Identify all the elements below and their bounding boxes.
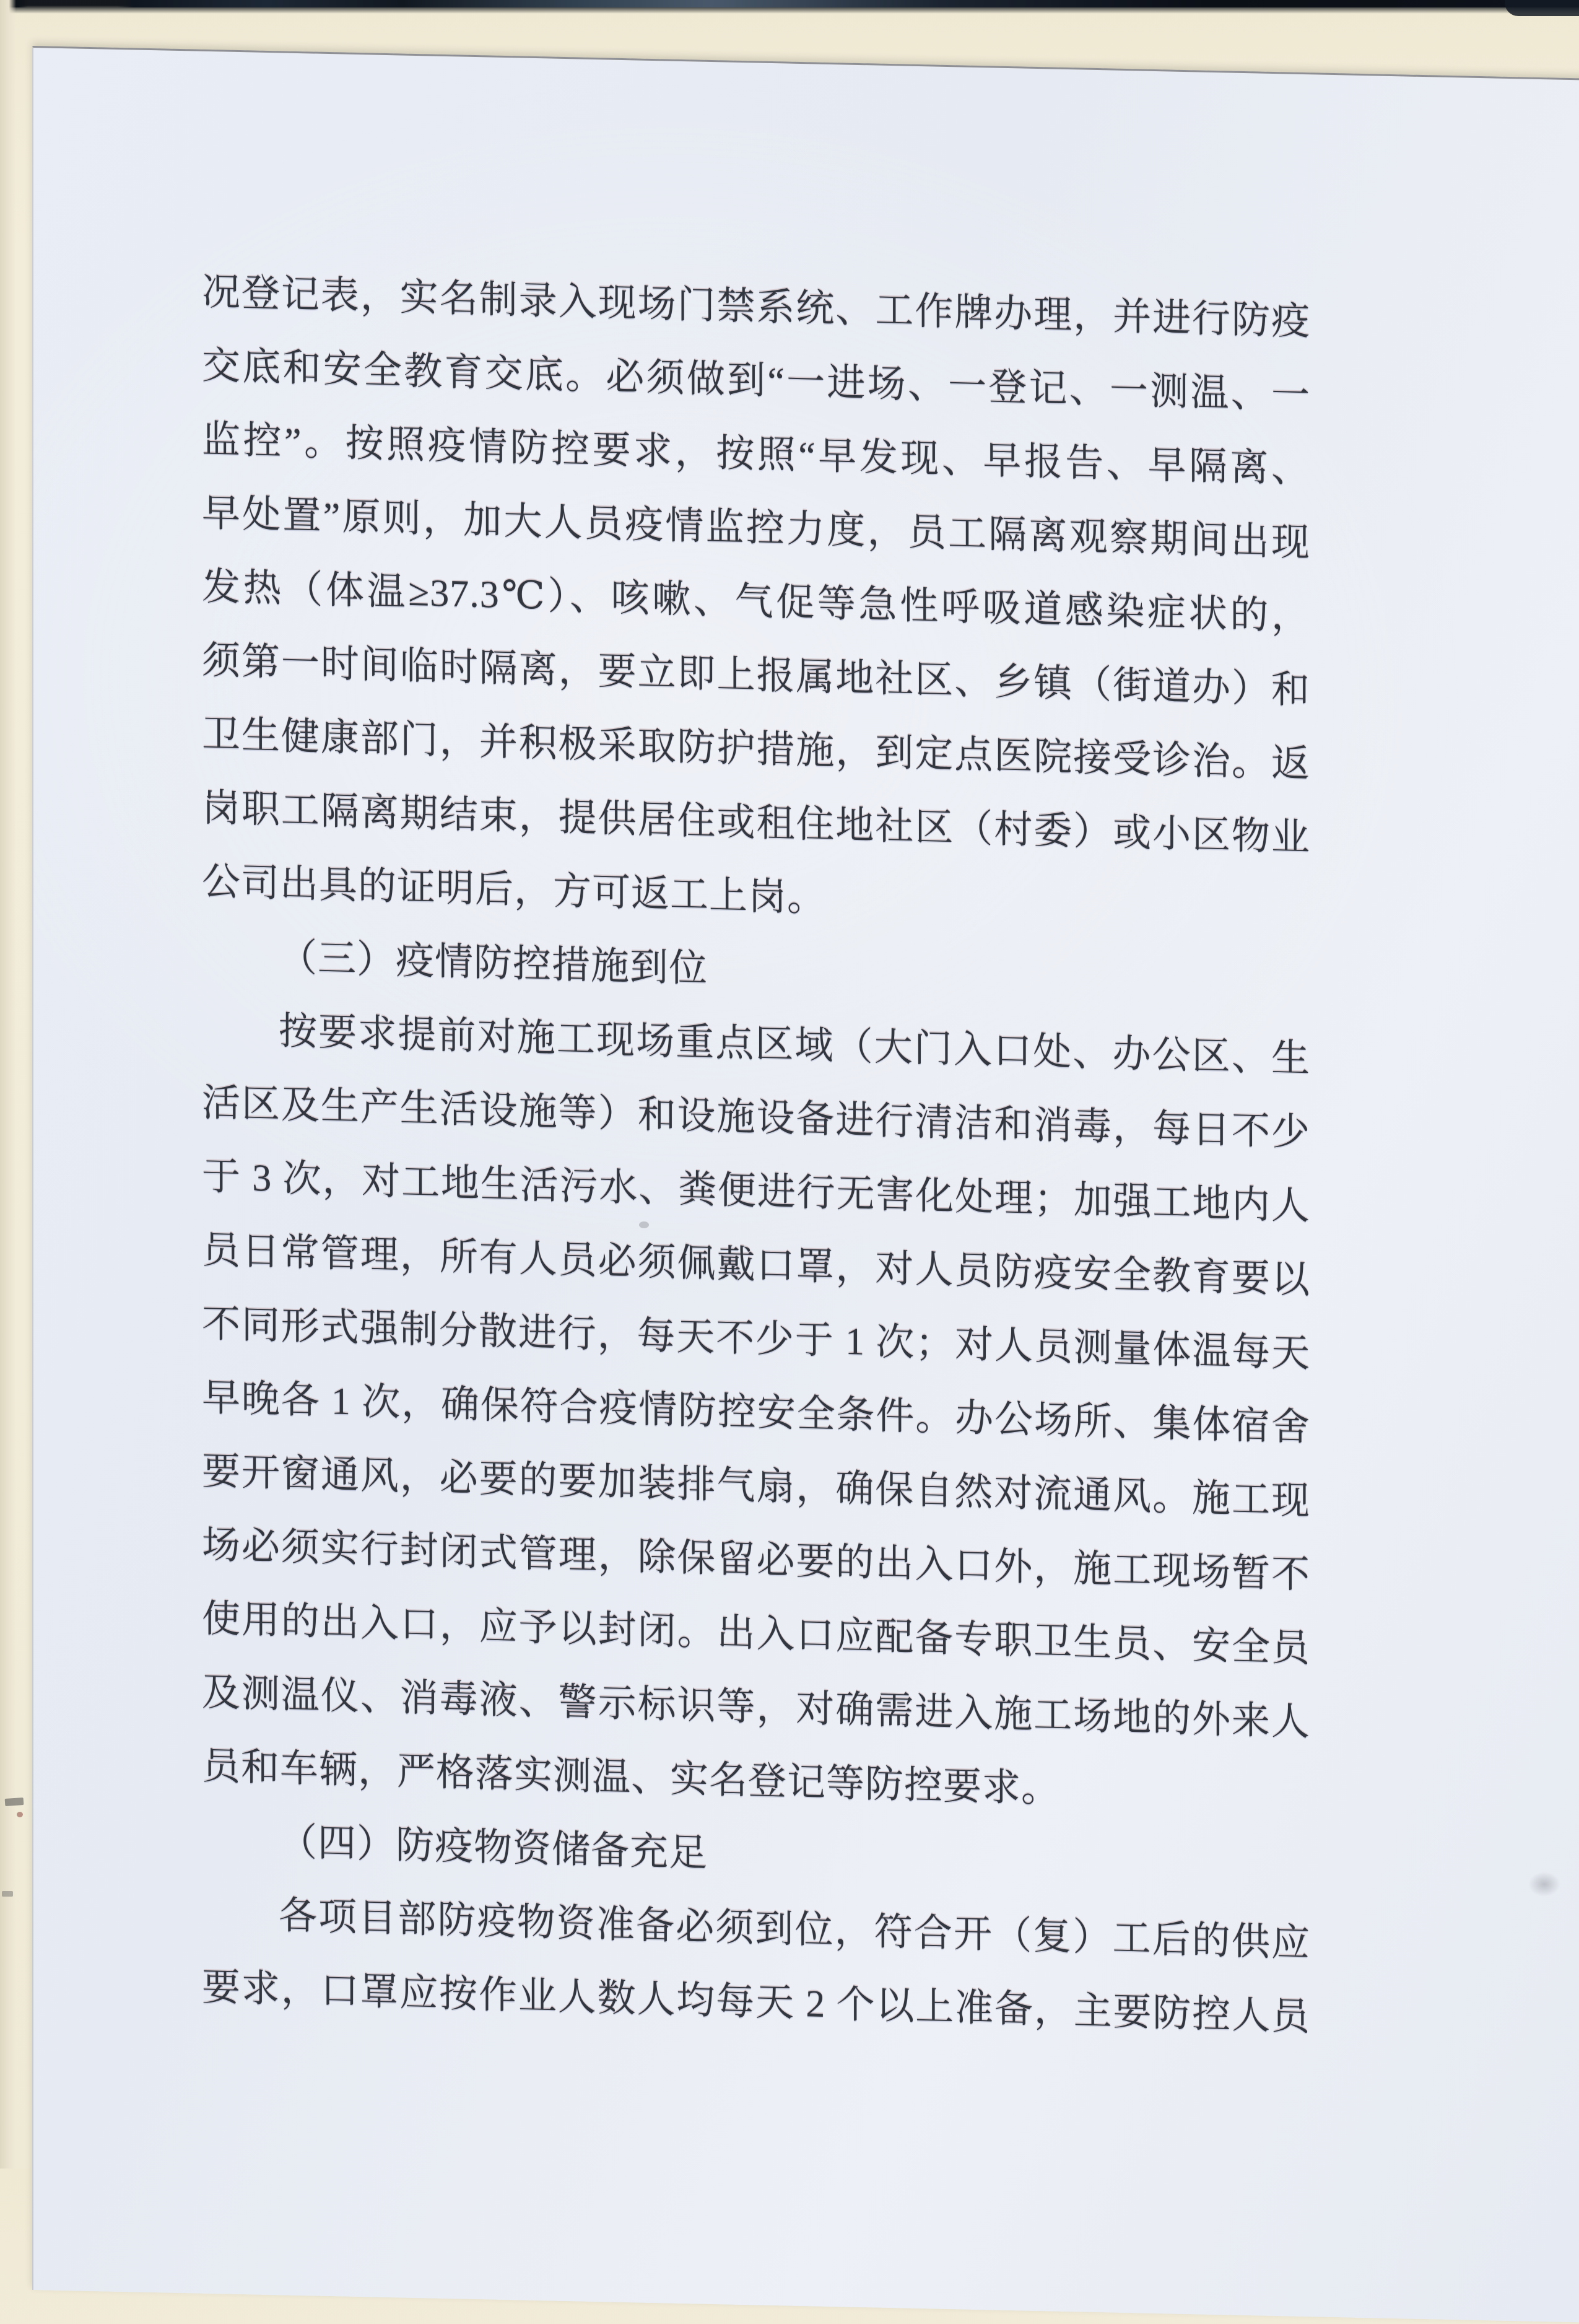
text-line: 早处置”原则，加大人员疫情监控力度，员工隔离观察期间出现 (202, 492, 1310, 565)
text-line: 早晚各 1 次，确保符合疫情防控安全条件。办公场所、集体宿舍 (202, 1376, 1310, 1449)
section-heading: （三）疫情防控措施到位 (279, 937, 708, 990)
text-line: 各项目部防疫物资准备必须到位，符合开（复）工后的供应 (279, 1895, 1310, 1965)
backing-sheet-left-shade (0, 0, 16, 2169)
text-line: 按要求提前对施工现场重点区域（大门入口处、办公区、生 (279, 1010, 1310, 1081)
text-line: 活区及生产生活设施等）和设施设备进行清洁和消毒，每日不少 (202, 1081, 1310, 1155)
scanner-edge-strip (0, 0, 1579, 14)
scanner-edge-strip-ink (0, 0, 1579, 7)
text-line: 要开窗通风，必要的要加装排气扇，确保自然对流通风。施工现 (202, 1450, 1310, 1523)
scan-speck (17, 1812, 23, 1817)
text-line: 交底和安全教育交底。必须做到“一进场、一登记、一测温、一 (202, 344, 1310, 417)
text-line: 监控”。按照疫情防控要求，按照“早发现、早报告、早隔离、 (202, 418, 1310, 491)
text-line: 公司出具的证明后，方可返工上岗。 (202, 860, 827, 920)
document-page (32, 46, 1579, 2324)
text-line: 场必须实行封闭式管理，除保留必要的出入口外，施工现场暂不 (202, 1524, 1310, 1597)
document-text (202, 256, 1310, 2055)
text-line: 岗职工隔离期结束，提供居住或租住地社区（村委）或小区物业 (202, 787, 1310, 860)
section-heading: （四）防疫物资储备充足 (279, 1821, 708, 1875)
text-line: 使用的出入口，应予以封闭。出入口应配备专职卫生员、安全员 (202, 1597, 1310, 1671)
text-line: 要求，口罩应按作业人数人均每天 2 个以上准备，主要防控人员 (202, 1966, 1310, 2039)
text-line: 不同形式强制分散进行，每天不少于 1 次；对人员测量体温每天 (202, 1303, 1310, 1376)
text-line: 及测温仪、消毒液、警示标识等，对确需进入施工场地的外来人 (202, 1671, 1310, 1744)
text-line: 况登记表，实名制录入现场门禁系统、工作牌办理，并进行防疫 (202, 271, 1310, 344)
text-line: 卫生健康部门，并积极采取防护措施，到定点医院接受诊治。返 (202, 713, 1310, 786)
text-line: 员日常管理，所有人员必须佩戴口罩，对人员防疫安全教育要以 (202, 1229, 1310, 1302)
text-line: 于 3 次，对工地生活污水、粪便进行无害化处理；加强工地内人 (202, 1155, 1310, 1228)
text-line: 员和车辆，严格落实测温、实名登记等防控要求。 (202, 1745, 1061, 1811)
scanner-edge-strip-corner (1505, 0, 1579, 16)
text-line: 须第一时间临时隔离，要立即上报属地社区、乡镇（街道办）和 (202, 639, 1310, 712)
text-line: 发热（体温≥37.3℃）、咳嗽、气促等急性呼吸道感染症状的， (202, 566, 1310, 639)
